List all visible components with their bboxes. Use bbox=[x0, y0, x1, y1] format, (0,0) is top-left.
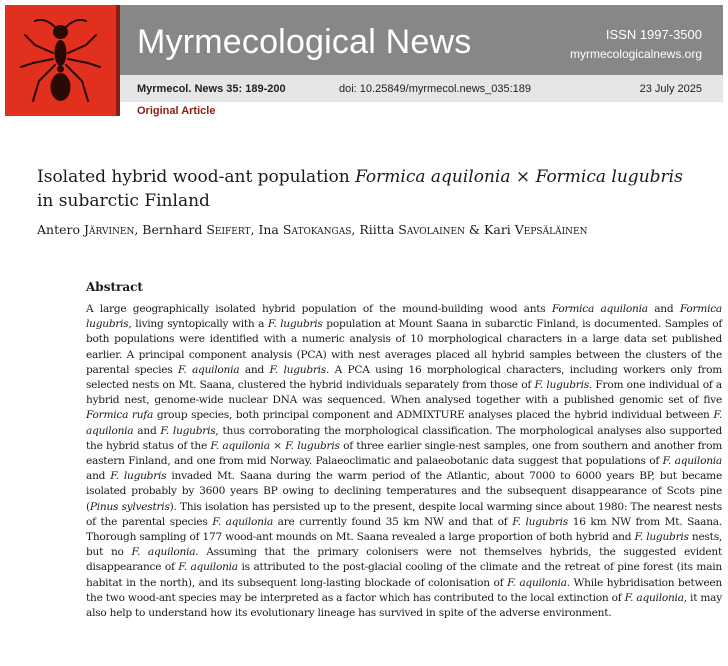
title-times: × bbox=[510, 167, 536, 187]
journal-logo bbox=[5, 5, 116, 116]
species-name: F. lugubris bbox=[512, 515, 568, 528]
abstract-text: and bbox=[133, 424, 161, 437]
species-name: F. aquilonia bbox=[210, 439, 270, 452]
abstract-text: , thus corroborating the morphological classification. The morphological analyses also supported the hybrid status of the bbox=[86, 424, 723, 452]
abstract-text: nests, but no bbox=[86, 531, 722, 559]
abstract-text: invaded Mt. Saana during the warm period of the Atlantic, about 7000 to 6000 years BP, but became isolated probably by 3600 years BP owing to declining temperatures and the subsequent disappearance of Scots pine ( bbox=[86, 470, 722, 513]
abstract-text: population at Mount Saana in subarctic Finland, is documented. Samples of both populations were identified with a numeric analysis of 10 morphological characters in a large data set published earlier. A principal component analysis (PCA) with nest averages placed all hybrid samples between the clusters of the parental species bbox=[86, 318, 723, 376]
abstract-text: 16 km NW from Mt. Saana. Thorough sampling of 177 wood-ant mounds on Mt. Saana revealed a large proportion of both hybrid and bbox=[86, 515, 722, 544]
issn: ISSN 1997-3500 bbox=[605, 27, 702, 42]
article-title bbox=[37, 165, 687, 213]
abstract-text: . Assuming that the primary colonisers were not themselves hybrids, the suggested evident disappearance of bbox=[86, 546, 722, 574]
abstract-text: ). This isolation has persisted up to the present, despite local warming since about 1980: The nearest nests of the parental species bbox=[86, 500, 722, 528]
abstract-text: , living syntopically with a bbox=[128, 318, 268, 331]
species-name: F. lugubris bbox=[285, 439, 340, 452]
article-type: Original Article bbox=[137, 105, 216, 117]
abstract-text: × bbox=[269, 439, 286, 452]
abstract-text: and bbox=[239, 363, 270, 376]
species-name: F. aquilonia bbox=[662, 455, 722, 468]
species-name: F. aquilonia bbox=[212, 515, 273, 528]
journal-website-link[interactable]: myrmecologicalnews.org bbox=[569, 47, 702, 61]
species-name: F. aquilonia bbox=[624, 591, 684, 604]
ant-icon bbox=[5, 5, 116, 116]
abstract-text: . While hybridisation between the two wood-ant species may be interpreted as a factor which has contributed to the local extinction of bbox=[86, 576, 722, 604]
abstract-text: group species, both principal component and ADMIXTURE analyses placed the hybrid individual between bbox=[153, 409, 714, 422]
author[interactable]: Ina Satokangas bbox=[258, 222, 352, 237]
author[interactable]: Kari Vepsäläinen bbox=[484, 222, 588, 237]
species-name: F. lugubris bbox=[534, 379, 589, 392]
title-species-2: Formica lugubris bbox=[535, 167, 683, 187]
title-species-1: Formica aquilonia bbox=[355, 167, 511, 187]
abstract-text: . A PCA using 16 morphological characters, including workers only from selected nests on Mt. Saana, clustered the hybrid individuals separately from those of bbox=[86, 363, 723, 392]
author[interactable]: Riitta Savolainen bbox=[359, 222, 465, 237]
species-name: F. lugubris bbox=[110, 470, 167, 483]
journal-banner bbox=[120, 5, 723, 75]
species-name: F. aquilonia bbox=[507, 576, 567, 589]
citation-bar bbox=[120, 75, 723, 102]
species-name: Formica rufa bbox=[86, 409, 154, 422]
abstract-text: and bbox=[647, 303, 680, 315]
species-name: F. lugubris bbox=[160, 424, 216, 437]
species-name: F. lugubris bbox=[269, 363, 326, 376]
journal-title: Myrmecological News bbox=[137, 23, 472, 61]
abstract-text: of three earlier single-nest samples, one from southern and another from eastern Finland, and one from mid Norway. Palaeoclimatic and palaeobotanic data suggest that populations of bbox=[86, 439, 722, 468]
abstract-text: , it may also help to understand how its evolutionary lineage has survived in spite of the adverse environment. bbox=[86, 591, 722, 620]
author[interactable]: Antero Järvinen bbox=[37, 222, 135, 237]
species-name: F. lugubris bbox=[267, 318, 323, 331]
species-name: F. aquilonia bbox=[178, 561, 238, 574]
species-name: F. lugubris bbox=[634, 531, 689, 544]
citation: Myrmecol. News 35: 189-200 bbox=[137, 83, 286, 95]
species-name: Formica aquilonia bbox=[551, 303, 648, 315]
author[interactable]: Bernhard Seifert bbox=[142, 222, 251, 237]
abstract-body bbox=[86, 302, 722, 621]
abstract-heading: Abstract bbox=[86, 280, 143, 294]
abstract-text: are currently found 35 km NW and that of bbox=[272, 515, 513, 528]
publication-date: 23 July 2025 bbox=[639, 83, 702, 95]
species-name: F. aquilonia bbox=[86, 409, 722, 437]
species-name: F. aquilonia bbox=[131, 546, 196, 559]
abstract-text: . From one individual of a hybrid nest, genome-wide nuclear DNA was sequenced. When analysed together with a published genomic set of five bbox=[86, 379, 722, 407]
author-list: Antero Järvinen, Bernhard Seifert, Ina Satokangas, Riitta Savolainen & Kari Vepsäläinen bbox=[37, 222, 588, 237]
abstract-text: A large geographically isolated hybrid population of the mound-building wood ants bbox=[86, 303, 552, 315]
doi-link[interactable]: doi: 10.25849/myrmecol.news_035:189 bbox=[339, 83, 532, 95]
species-name: Pinus sylvestris bbox=[89, 500, 170, 513]
abstract-text: is attributed to the post-glacial cooling of the climate and the retreat of pine forest (its main habitat in the north), and its subsequent long-lasting blockade of colonisation of bbox=[86, 561, 723, 589]
title-line-2: in subarctic Finland bbox=[37, 191, 210, 211]
species-name: F. aquilonia bbox=[177, 363, 240, 376]
abstract-text: and bbox=[86, 470, 111, 483]
title-text: Isolated hybrid wood-ant population bbox=[37, 167, 356, 187]
species-name: Formica lugubris bbox=[86, 303, 722, 331]
